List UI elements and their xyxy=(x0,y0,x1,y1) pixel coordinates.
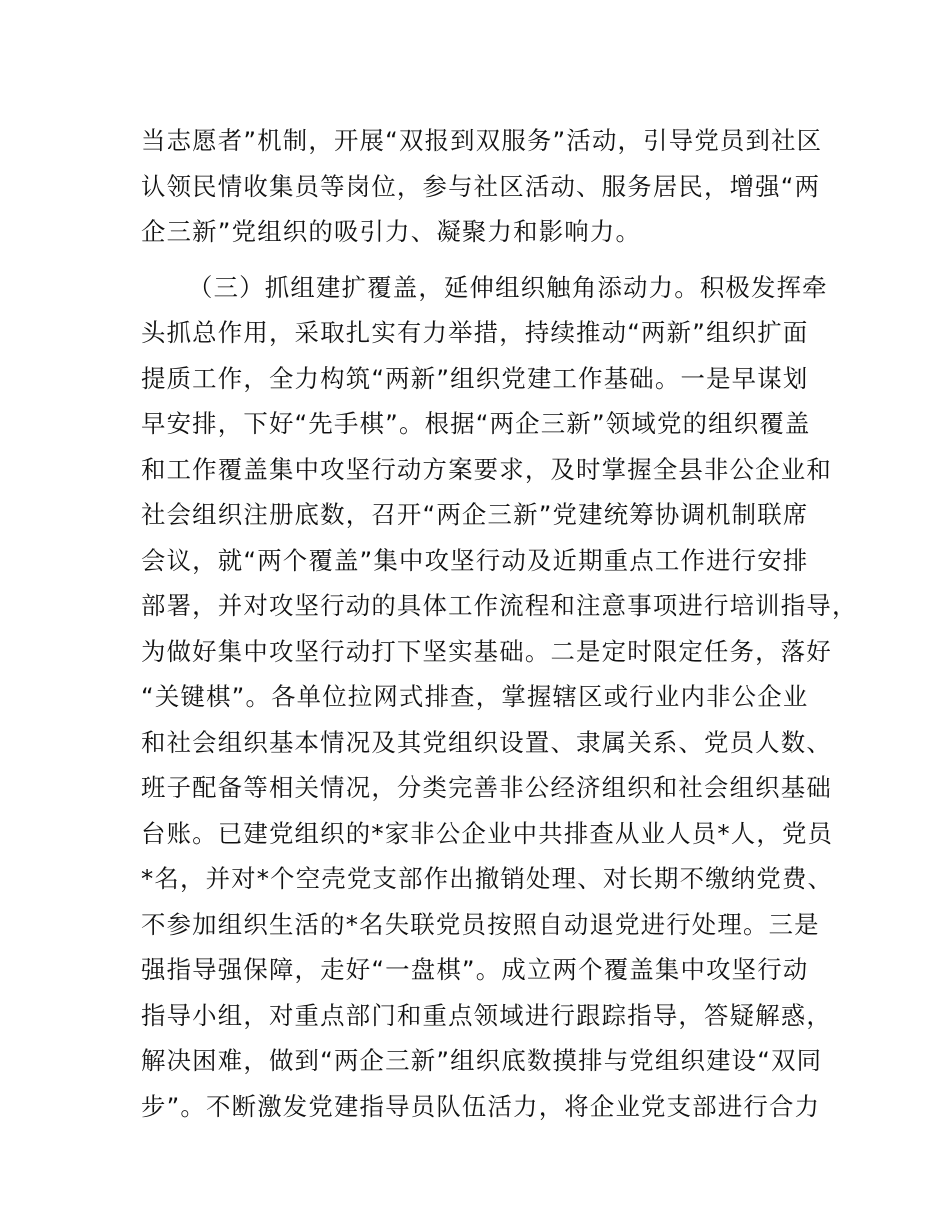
text-line: 和社会组织基本情况及其党组织设置、隶属关系、党员人数、 xyxy=(141,727,832,757)
body-text xyxy=(141,118,858,1129)
text-line: 强指导强保障，走好“一盘棋”。成立两个覆盖集中攻坚行动 xyxy=(141,955,809,984)
text-line: 认领民情收集员等岗位，参与社区活动、服务居民，增强“两 xyxy=(141,171,821,201)
section-heading-line: （三）抓组建扩覆盖，延伸组织触角添动力。积极发挥牵 xyxy=(188,272,828,302)
text-line: 当志愿者”机制，开展“双报到双服务”活动，引导党员到社区 xyxy=(141,126,823,155)
text-line: 解决困难，做到“两企三新”组织底数摸排与党组织建设“双同 xyxy=(141,1046,823,1075)
text-line: 不参加组织生活的*名失联党员按照自动退党进行处理。三是 xyxy=(141,909,820,939)
text-line: 部署，并对攻坚行动的具体工作流程和注意事项进行培训指导， xyxy=(141,591,858,620)
text-line: 社会组织注册底数，召开“两企三新”党建统筹协调机制联席 xyxy=(141,500,809,529)
text-line: 会议，就“两个覆盖”集中攻坚行动及近期重点工作进行安排 xyxy=(141,545,809,575)
text-line: 指导小组，对重点部门和重点领域进行跟踪指导，答疑解惑， xyxy=(141,1000,832,1030)
text-line: 和工作覆盖集中攻坚行动方案要求，及时掌握全县非公企业和 xyxy=(141,454,832,484)
text-line: 为做好集中攻坚行动打下坚实基础。二是定时限定任务，落好 xyxy=(141,636,832,666)
text-line: 头抓总作用，采取扎实有力举措，持续推动“两新”组织扩面 xyxy=(141,318,809,347)
text-line: 步”。不断激发党建指导员队伍活力，将企业党支部进行合力 xyxy=(141,1091,821,1121)
paragraph-section-three xyxy=(141,265,858,1130)
text-line: 提质工作，全力构筑“两新”组织党建工作基础。一是早谋划 xyxy=(141,363,809,393)
paragraph-continuation xyxy=(141,118,831,255)
paragraph-gap xyxy=(141,255,831,265)
text-line: 班子配备等相关情况，分类完善非公经济组织和社会组织基础 xyxy=(141,773,832,802)
text-line: 早安排，下好“先手棋”。根据“两企三新”领域党的组织覆盖 xyxy=(141,409,811,438)
text-line: 企三新”党组织的吸引力、凝聚力和影响力。 xyxy=(141,217,642,246)
text-line: 台账。已建党组织的*家非公企业中共排查从业人员*人，党员 xyxy=(141,818,834,848)
text-line: *名，并对*个空壳党支部作出撤销处理、对长期不缴纳党费、 xyxy=(141,864,834,893)
text-line: “关键棋”。各单位拉网式排查，掌握辖区或行业内非公企业 xyxy=(141,682,809,711)
